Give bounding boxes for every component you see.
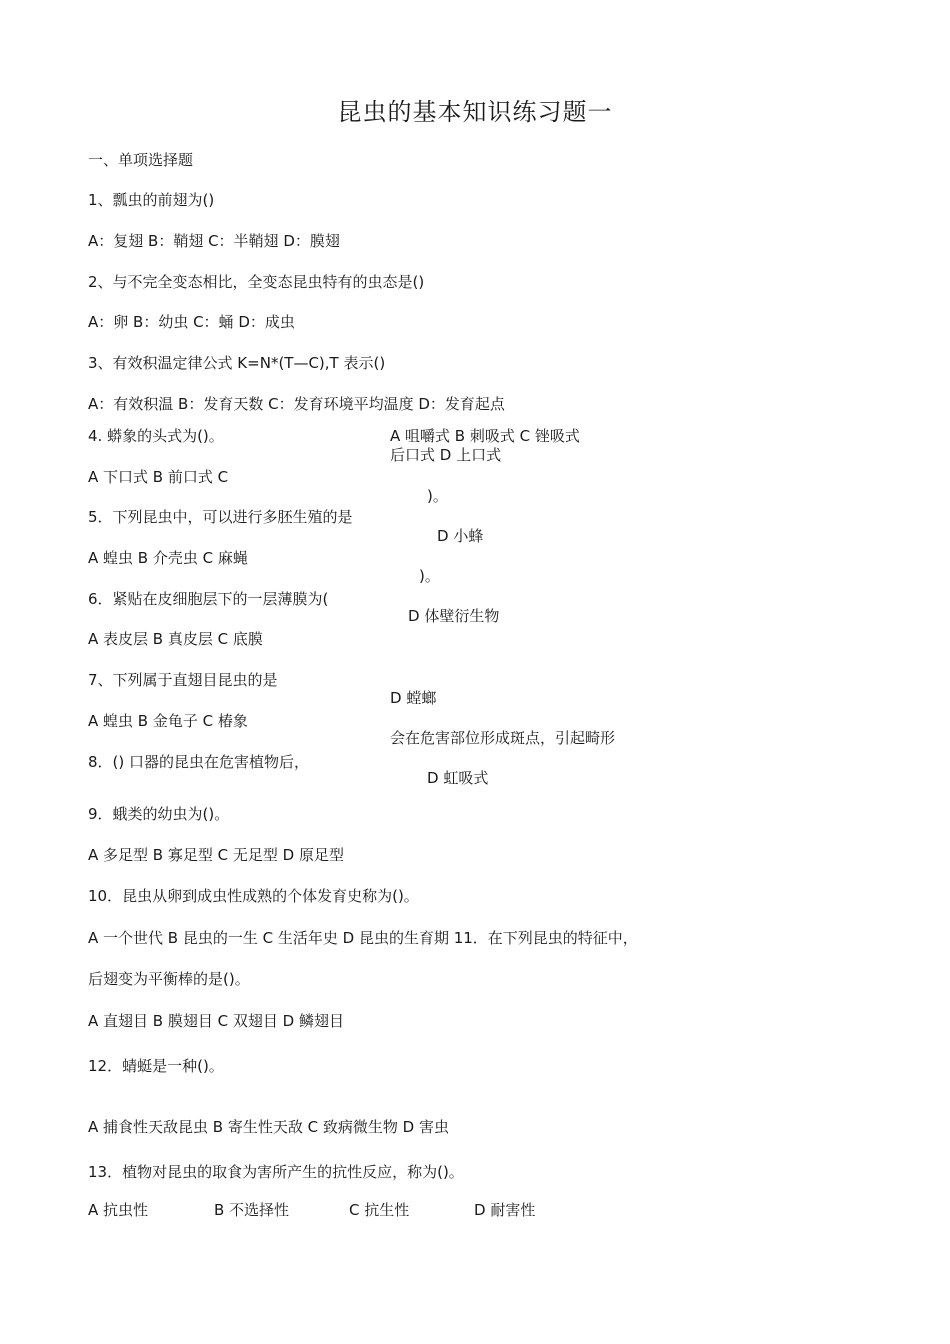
section-heading: 一、单项选择题 (88, 151, 194, 169)
question-5: 5．下列昆虫中，可以进行多胚生殖的是 (88, 508, 353, 526)
question-13-option-c: C 抗生性 (349, 1201, 410, 1219)
question-9-options: A 多足型 B 寡足型 C 无足型 D 原足型 (88, 846, 344, 864)
question-3-options: A：有效积温 B：发育天数 C：发育环境平均温度 D：发育起点 (88, 395, 505, 413)
question-10: 10．昆虫从卵到成虫性成熟的个体发育史称为()。 (88, 887, 419, 905)
question-5-option-d: D 小蜂 (437, 527, 484, 545)
question-2: 2、与不完全变态相比，全变态昆虫特有的虫态是() (88, 273, 425, 291)
question-6-option-d: D 体壁衍生物 (408, 607, 500, 625)
question-11: 后翅变为平衡棒的是()。 (88, 970, 250, 988)
question-8-continuation: 会在危害部位形成斑点，引起畸形 (390, 729, 616, 747)
question-7: 7、下列属于直翅目昆虫的是 (88, 671, 278, 689)
question-6-paren: )。 (419, 567, 440, 585)
question-3: 3、有效积温定律公式 K=N*(T—C),T 表示() (88, 354, 386, 372)
question-13-option-a: A 抗虫性 (88, 1201, 149, 1219)
question-1-options: A：复翅 B：鞘翅 C：半鞘翅 D：膜翅 (88, 232, 340, 250)
question-11-options: A 直翅目 B 膜翅目 C 双翅目 D 鳞翅目 (88, 1012, 344, 1030)
question-13: 13．植物对昆虫的取食为害所产生的抗性反应，称为()。 (88, 1163, 464, 1181)
question-10-options: A 一个世代 B 昆虫的一生 C 生活年史 D 昆虫的生育期 11．在下列昆虫的特征中， (88, 929, 638, 947)
question-8-option-d: D 虹吸式 (427, 769, 489, 787)
question-8: 8．() 口器的昆虫在危害植物后， (88, 753, 310, 771)
question-9: 9．蛾类的幼虫为()。 (88, 805, 230, 823)
question-4: 4. 蟒象的头式为()。 (88, 427, 224, 445)
question-12-options: A 捕食性天敌昆虫 B 寄生性天敌 C 致病微生物 D 害虫 (88, 1118, 449, 1136)
page-title: 昆虫的基本知识练习题一 (337, 98, 613, 126)
question-4-options-right-2: 后口式 D 上口式 (390, 446, 502, 464)
question-4-options-right-1: A 咀嚼式 B 刺吸式 C 锉吸式 (390, 427, 580, 445)
question-13-option-b: B 不选择性 (214, 1201, 290, 1219)
question-7-option-d: D 螳螂 (390, 689, 437, 707)
question-5-paren: )。 (427, 487, 448, 505)
question-7-options: A 蝗虫 B 金龟子 C 椿象 (88, 712, 248, 730)
question-13-option-d: D 耐害性 (474, 1201, 536, 1219)
question-5-options: A 蝗虫 B 介壳虫 C 麻蝇 (88, 549, 248, 567)
question-2-options: A：卵 B：幼虫 C：蛹 D：成虫 (88, 313, 295, 331)
question-4-options: A 下口式 B 前口式 C (88, 468, 229, 486)
question-6: 6．紧贴在皮细胞层下的一层薄膜为( (88, 590, 329, 608)
question-6-options: A 表皮层 B 真皮层 C 底膜 (88, 630, 263, 648)
question-1: 1、瓢虫的前翅为() (88, 191, 215, 209)
question-12: 12．蜻蜓是一种()。 (88, 1057, 224, 1075)
